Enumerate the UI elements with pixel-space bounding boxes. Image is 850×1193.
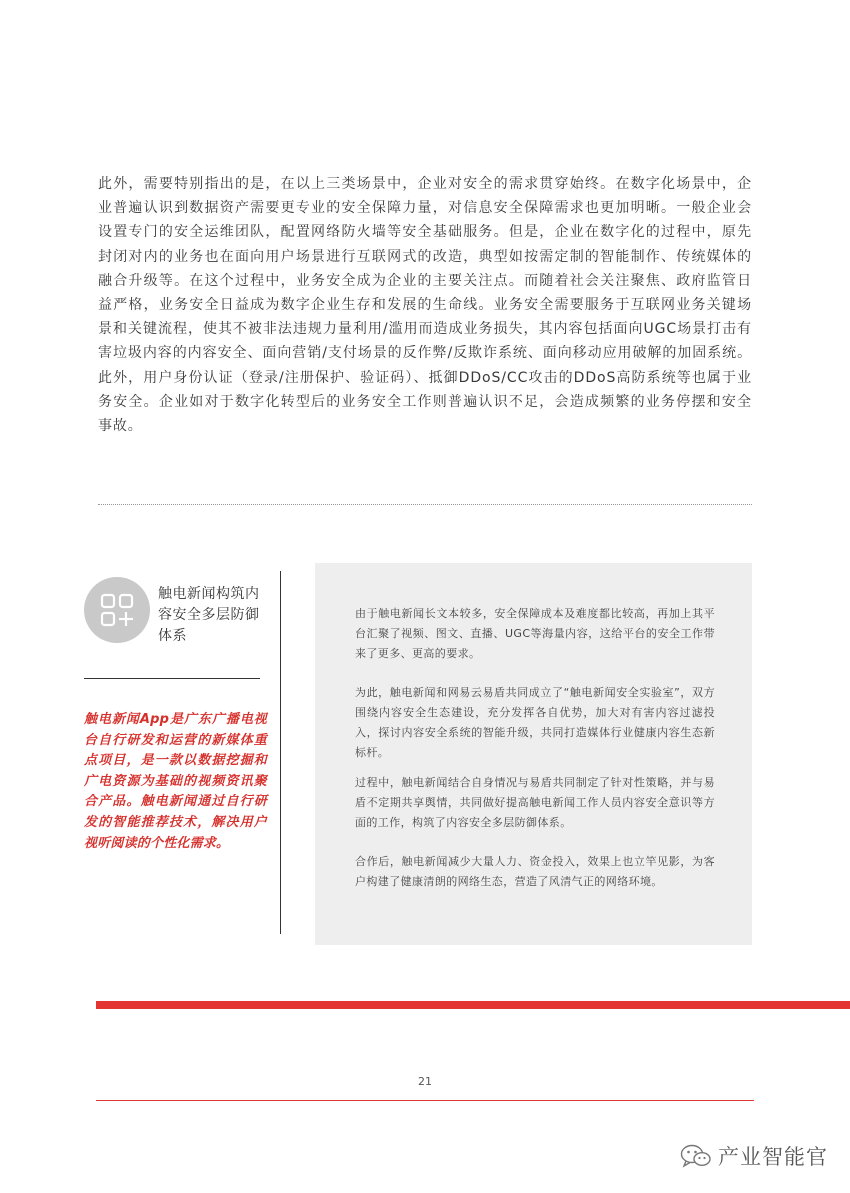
bottom-rule: [96, 1100, 754, 1101]
title-underline: [84, 678, 260, 679]
case-paragraph: 过程中，触电新闻结合自身情况与易盾共同制定了针对性策略，并与易盾不定期共享舆情，共同做好提高触电新闻工作人员内容安全意识等方面的工作，构筑了内容安全多层防御体系。: [355, 776, 715, 829]
case-paragraph: 合作后，触电新闻减少大量人力、资金投入，效果上也立竿见影，为客户构建了健康清朗的网络生态，营造了风清气正的网络环境。: [355, 855, 715, 888]
case-summary: 触电新闻App是广东广播电视台自行研发和运营的新媒体重点项目，是一款以数据挖掘和广电资源为基础的视频资讯聚合产品。触电新闻通过自行研发的智能推荐技术，解决用户视听阅读的个性化需求。: [84, 712, 267, 851]
case-title: 触电新闻构筑内容安全多层防御体系: [158, 586, 260, 644]
case-content-box: [315, 563, 752, 945]
dotted-divider: [98, 504, 752, 505]
red-band: [96, 1001, 850, 1009]
watermark: [680, 1141, 828, 1171]
case-paragraph: 为此，触电新闻和网易云易盾共同成立了“触电新闻安全实验室”，双方围绕内容安全生态建设，充分发挥各自优势，加大对有害内容过滤投入，探讨内容安全系统的智能升级，共同打造媒体行业健康内容生态新标杆。: [355, 686, 715, 759]
wechat-icon: [680, 1143, 712, 1169]
grid-plus-icon: [84, 577, 150, 643]
case-paragraph: 由于触电新闻长文本较多，安全保障成本及难度都比较高，再加上其平台汇聚了视频、图文、直播、UGC等海量内容，这给平台的安全工作带来了更多、更高的要求。: [355, 607, 715, 660]
grid-plus-icon-glyph: [100, 593, 134, 627]
vertical-divider: [280, 571, 281, 934]
page-number: 21: [418, 1075, 432, 1088]
watermark-text: 产业智能官: [718, 1145, 828, 1169]
intro-paragraph: 此外，需要特别指出的是，在以上三类场景中，企业对安全的需求贯穿始终。在数字化场景中，企业普遍认识到数据资产需要更专业的安全保障力量，对信息安全保障需求也更加明晰。一般企业会设置专门的安全运维团队，配置网络防火墙等安全基础服务。但是，企业在数字化的过程中，原先封闭对内的业务也在面向用户场景进行互联网式的改造，典型如按需定制的智能制作、传统媒体的融合升级等。在这个过程中，业务安全成为企业的主要关注点。而随着社会关注聚焦、政府监管日益严格，业务安全日益成为数字企业生存和发展的生命线。业务安全需要服务于互联网业务关键场景和关键流程，使其不被非法违规力量利用/滥用而造成业务损失，其内容包括面向UGC场景打击有害垃圾内容的内容安全、面向营销/支付场景的反作弊/反欺诈系统、面向移动应用破解的加固系统。此外，用户身份认证（登录/注册保护、验证码）、抵御DDoS/CC攻击的DDoS高防系统等也属于业务安全。企业如对于数字化转型后的业务安全工作则普遍认识不足，会造成频繁的业务停摆和安全事故。: [98, 176, 752, 435]
